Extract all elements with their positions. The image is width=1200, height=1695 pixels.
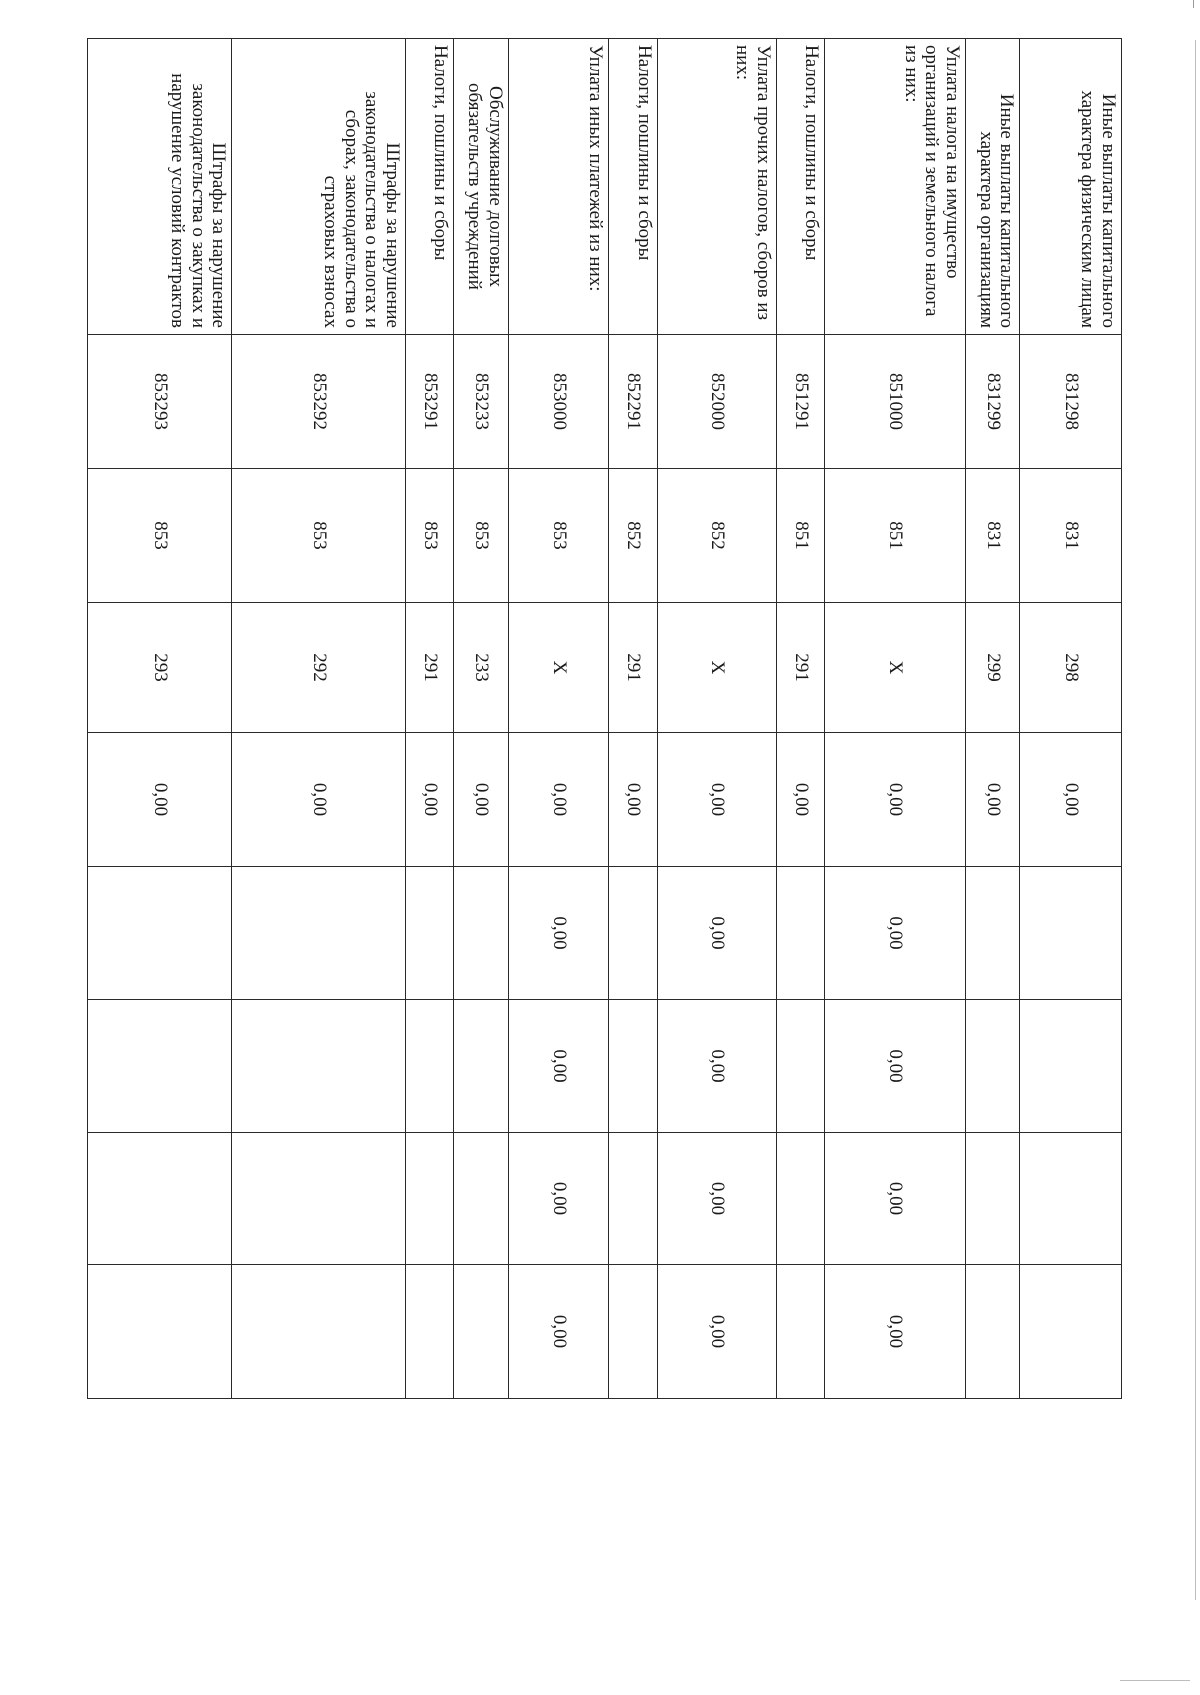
row-name: Обслуживание долговых обязательств учреждений bbox=[454, 39, 508, 335]
row-kosgu: 233 bbox=[454, 603, 508, 733]
row-kosgu: 291 bbox=[405, 603, 454, 733]
row-kvr: 853 bbox=[88, 469, 232, 603]
row-value-3 bbox=[966, 1000, 1020, 1133]
row-value-3 bbox=[454, 1000, 508, 1133]
row-value-2 bbox=[1020, 867, 1122, 1000]
rotated-table-container bbox=[87, 38, 1122, 1398]
row-value-5: 0,00 bbox=[508, 1265, 609, 1399]
row-value-5 bbox=[776, 1265, 825, 1399]
row-code: 853293 bbox=[88, 335, 232, 469]
row-value-2 bbox=[609, 867, 658, 1000]
row-value-4 bbox=[88, 1133, 232, 1265]
row-value-1: 0,00 bbox=[657, 733, 776, 867]
row-value-1: 0,00 bbox=[454, 733, 508, 867]
scan-edge-line bbox=[1195, 40, 1196, 1600]
row-code: 853000 bbox=[508, 335, 609, 469]
row-value-2 bbox=[88, 867, 232, 1000]
row-kvr: 853 bbox=[232, 469, 405, 603]
row-value-3 bbox=[405, 1000, 454, 1133]
row-code: 851000 bbox=[825, 335, 966, 469]
row-value-1: 0,00 bbox=[609, 733, 658, 867]
row-value-2: 0,00 bbox=[657, 867, 776, 1000]
row-kvr: 831 bbox=[1020, 469, 1122, 603]
row-value-1: 0,00 bbox=[1020, 733, 1122, 867]
row-kvr: 853 bbox=[405, 469, 454, 603]
row-value-3: 0,00 bbox=[657, 1000, 776, 1133]
row-kvr: 853 bbox=[508, 469, 609, 603]
row-value-3 bbox=[1020, 1000, 1122, 1133]
row-value-1: 0,00 bbox=[966, 733, 1020, 867]
row-value-5 bbox=[405, 1265, 454, 1399]
row-value-4 bbox=[454, 1133, 508, 1265]
row-value-1: 0,00 bbox=[825, 733, 966, 867]
row-kosgu: X bbox=[508, 603, 609, 733]
row-value-5 bbox=[1020, 1265, 1122, 1399]
row-kosgu: 292 bbox=[232, 603, 405, 733]
row-value-1: 0,00 bbox=[232, 733, 405, 867]
row-code: 852000 bbox=[657, 335, 776, 469]
scan-mark bbox=[1193, 0, 1194, 8]
row-kvr: 851 bbox=[776, 469, 825, 603]
row-kosgu: 298 bbox=[1020, 603, 1122, 733]
row-value-2 bbox=[454, 867, 508, 1000]
table-row bbox=[1020, 39, 1122, 1399]
row-value-1: 0,00 bbox=[508, 733, 609, 867]
row-value-5 bbox=[232, 1265, 405, 1399]
row-value-2 bbox=[405, 867, 454, 1000]
table-row bbox=[232, 39, 405, 1399]
row-kvr: 853 bbox=[454, 469, 508, 603]
rotated-table bbox=[87, 38, 1122, 1398]
row-kosgu: 291 bbox=[609, 603, 658, 733]
row-code: 853292 bbox=[232, 335, 405, 469]
row-name: Штрафы за нарушение законодательства о налогах и сборах, законодательства о страховых взносах bbox=[232, 39, 405, 335]
row-value-4 bbox=[609, 1133, 658, 1265]
row-name: Уплата прочих налогов, сборов из них: bbox=[657, 39, 776, 335]
row-name: Налоги, пошлины и сборы bbox=[405, 39, 454, 335]
row-value-1: 0,00 bbox=[405, 733, 454, 867]
row-value-5 bbox=[454, 1265, 508, 1399]
row-code: 851291 bbox=[776, 335, 825, 469]
row-kvr: 851 bbox=[825, 469, 966, 603]
row-value-1: 0,00 bbox=[88, 733, 232, 867]
row-name: Уплата налога на имущество организаций и земельного налога из них: bbox=[825, 39, 966, 335]
row-name: Иные выплаты капитального характера организациям bbox=[966, 39, 1020, 335]
row-value-5 bbox=[966, 1265, 1020, 1399]
table-row bbox=[825, 39, 966, 1399]
row-value-4 bbox=[776, 1133, 825, 1265]
row-value-4 bbox=[405, 1133, 454, 1265]
row-value-5: 0,00 bbox=[657, 1265, 776, 1399]
table-row bbox=[966, 39, 1020, 1399]
row-value-4: 0,00 bbox=[508, 1133, 609, 1265]
scan-edge-mark bbox=[1120, 1680, 1190, 1681]
row-kvr: 831 bbox=[966, 469, 1020, 603]
row-kosgu: 299 bbox=[966, 603, 1020, 733]
row-value-4 bbox=[966, 1133, 1020, 1265]
row-kosgu: 291 bbox=[776, 603, 825, 733]
row-value-2 bbox=[776, 867, 825, 1000]
table-row bbox=[776, 39, 825, 1399]
row-kosgu: X bbox=[657, 603, 776, 733]
row-kvr: 852 bbox=[609, 469, 658, 603]
row-value-4: 0,00 bbox=[825, 1133, 966, 1265]
row-name: Налоги, пошлины и сборы bbox=[776, 39, 825, 335]
row-code: 853233 bbox=[454, 335, 508, 469]
row-name: Штрафы за нарушение законодательства о закупках и нарушение условий контрактов bbox=[88, 39, 232, 335]
row-value-3 bbox=[609, 1000, 658, 1133]
row-value-2: 0,00 bbox=[508, 867, 609, 1000]
row-value-4 bbox=[232, 1133, 405, 1265]
row-value-2: 0,00 bbox=[825, 867, 966, 1000]
row-value-3 bbox=[232, 1000, 405, 1133]
row-name: Налоги, пошлины и сборы bbox=[609, 39, 658, 335]
row-name: Иные выплаты капитального характера физическим лицам bbox=[1020, 39, 1122, 335]
row-kosgu: X bbox=[825, 603, 966, 733]
row-value-4: 0,00 bbox=[657, 1133, 776, 1265]
row-code: 831298 bbox=[1020, 335, 1122, 469]
row-value-2 bbox=[966, 867, 1020, 1000]
table-row bbox=[88, 39, 232, 1399]
row-value-4 bbox=[1020, 1133, 1122, 1265]
row-value-5 bbox=[88, 1265, 232, 1399]
row-value-3 bbox=[88, 1000, 232, 1133]
table-row bbox=[454, 39, 508, 1399]
row-value-3: 0,00 bbox=[508, 1000, 609, 1133]
table-row bbox=[508, 39, 609, 1399]
row-kosgu: 293 bbox=[88, 603, 232, 733]
table-body bbox=[88, 39, 1122, 1399]
row-name: Уплата иных платежей из них: bbox=[508, 39, 609, 335]
row-code: 853291 bbox=[405, 335, 454, 469]
table-row bbox=[609, 39, 658, 1399]
row-code: 852291 bbox=[609, 335, 658, 469]
row-value-1: 0,00 bbox=[776, 733, 825, 867]
row-value-3: 0,00 bbox=[825, 1000, 966, 1133]
row-value-5: 0,00 bbox=[825, 1265, 966, 1399]
row-value-3 bbox=[776, 1000, 825, 1133]
budget-table bbox=[87, 38, 1122, 1399]
table-row bbox=[657, 39, 776, 1399]
table-row bbox=[405, 39, 454, 1399]
row-code: 831299 bbox=[966, 335, 1020, 469]
row-value-5 bbox=[609, 1265, 658, 1399]
row-kvr: 852 bbox=[657, 469, 776, 603]
row-value-2 bbox=[232, 867, 405, 1000]
